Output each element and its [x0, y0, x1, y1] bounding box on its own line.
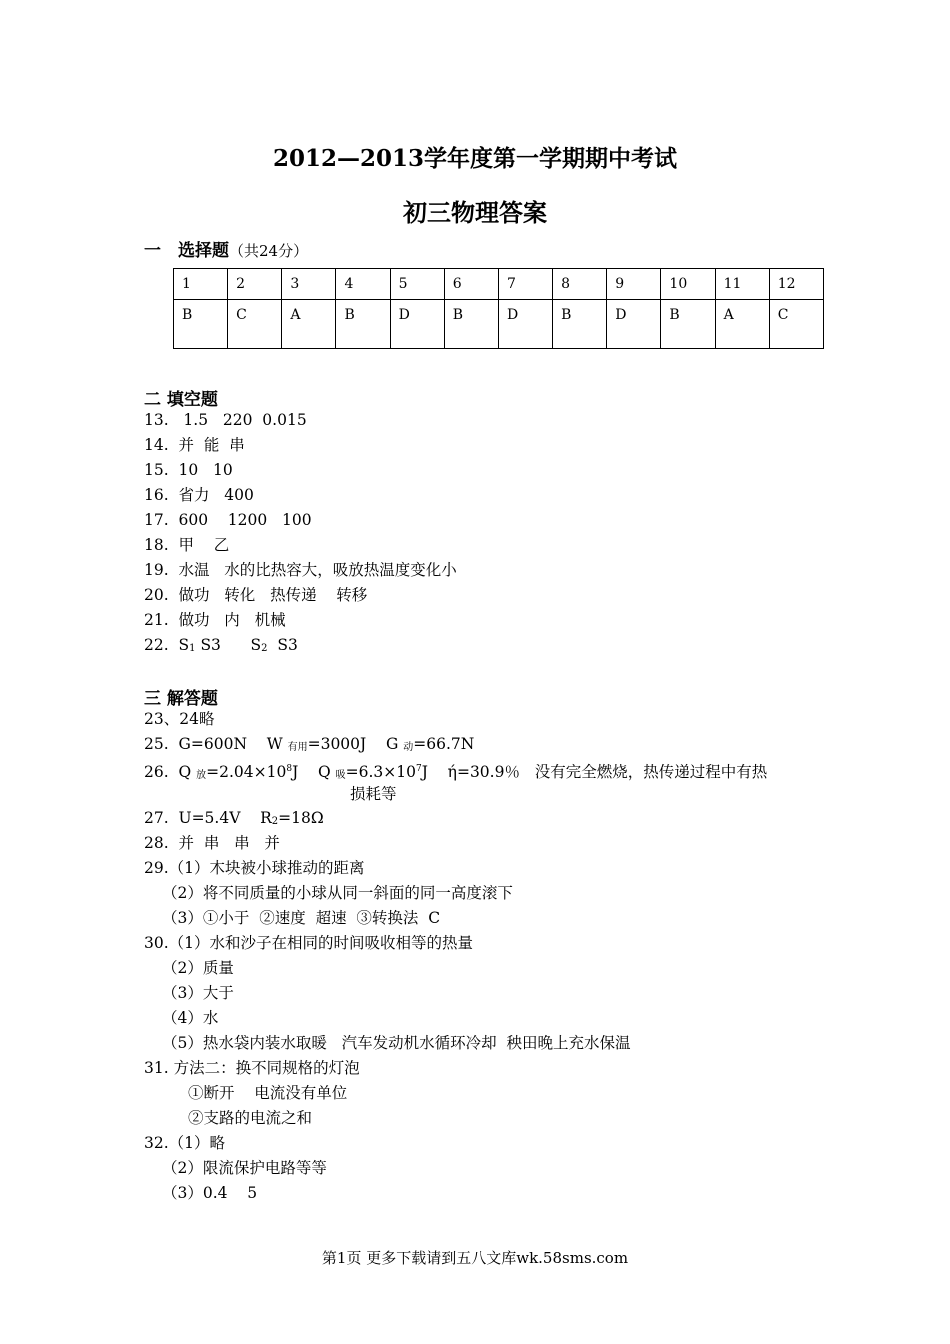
- table-cell: 9: [607, 269, 661, 300]
- section2-heading: [144, 385, 218, 410]
- q26-a: 26. Q: [144, 763, 197, 782]
- q22-num: 22.: [144, 636, 179, 654]
- section3-title: 三 解答题: [144, 689, 218, 709]
- answer-line-30: （5）热水袋内装水取暖 汽车发动机水循环冷却 秧田晚上充水保温: [162, 1034, 631, 1052]
- table-cell: 8: [553, 269, 607, 300]
- answer-line: 18. 甲 乙: [144, 536, 230, 554]
- section1-heading: [144, 236, 308, 261]
- answer-line-26-cont: 损耗等: [350, 785, 397, 803]
- q26-sub-release: 放: [196, 770, 207, 782]
- answer-line-22: [144, 635, 298, 658]
- section2-title: 二 填空题: [144, 390, 218, 410]
- answer-line-29: 29.（1）木块被小球推动的距离: [144, 859, 365, 877]
- answer-line-30: （2）质量: [162, 959, 234, 977]
- answer-line: 20. 做功 转化 热传递 转移: [144, 586, 368, 604]
- answer-line-30: 30.（1）水和沙子在相同的时间吸收相等的热量: [144, 934, 474, 952]
- table-row-answers: [174, 300, 824, 349]
- q25-sub-useful: 有用: [287, 742, 308, 753]
- answer-line-31: 31. 方法二：换不同规格的灯泡: [144, 1059, 360, 1077]
- table-cell: D: [390, 300, 444, 349]
- table-row-numbers: [174, 269, 824, 300]
- table-cell: D: [498, 300, 552, 349]
- table-cell: 11: [715, 269, 769, 300]
- q22-s2: S: [220, 636, 262, 654]
- q26-exp1: 8: [286, 764, 293, 774]
- table-cell: B: [444, 300, 498, 349]
- title-line1: 2012—2013学年度第一学期期中考试: [272, 145, 678, 172]
- table-cell: C: [769, 300, 823, 349]
- answer-line-32: 32.（1）略: [144, 1134, 226, 1152]
- table-cell: 5: [390, 269, 444, 300]
- q26-d: =6.3×10: [345, 763, 417, 782]
- answer-line-25: [144, 734, 474, 757]
- table-cell: A: [282, 300, 336, 349]
- answer-line: 14. 并 能 串: [144, 436, 245, 454]
- q22-s: S: [178, 636, 190, 654]
- answer-line-30: （3）大于: [162, 984, 234, 1002]
- q22-s3a: S3: [195, 636, 221, 654]
- answer-line-32: （3）0.4 5: [162, 1184, 258, 1202]
- q26-b: =2.04×10: [206, 763, 287, 782]
- table-cell: 2: [228, 269, 282, 300]
- answer-line: 16. 省力 400: [144, 486, 254, 504]
- q22-s1-sub: 1: [189, 643, 196, 654]
- table-cell: B: [336, 300, 390, 349]
- answer-line-27: [144, 808, 324, 831]
- answer-line-32: （2）限流保护电路等等: [162, 1159, 327, 1177]
- answer-line-29: （3）①小于 ②速度 超速 ③转换法 C: [162, 909, 441, 927]
- q25-b: =3000J G: [307, 735, 404, 753]
- answer-line: 19. 水温 水的比热容大，吸放热温度变化小: [144, 561, 457, 579]
- answer-line: 15. 10 10: [144, 461, 233, 479]
- table-cell: B: [174, 300, 228, 349]
- table-cell: 7: [498, 269, 552, 300]
- table-cell: 10: [661, 269, 715, 300]
- table-cell: 6: [444, 269, 498, 300]
- q22-s2-sub: 2: [261, 643, 268, 654]
- table-cell: B: [553, 300, 607, 349]
- q26-e: J ή=30.9％ 没有完全燃烧，热传递过程中有热: [421, 763, 768, 782]
- answer-line: 13. 1.5 220 0.015: [144, 411, 307, 429]
- table-cell: D: [607, 300, 661, 349]
- answer-line-31: ①断开 电流没有单位: [188, 1084, 348, 1102]
- q26-c: J Q: [292, 763, 336, 782]
- table-cell: 3: [282, 269, 336, 300]
- q25-c: =66.7N: [413, 735, 475, 753]
- answer-line-23: 23、24略: [144, 710, 215, 728]
- q27-a: 27. U=5.4V R: [144, 809, 272, 827]
- answer-line: 17. 600 1200 100: [144, 511, 312, 529]
- table-cell: A: [715, 300, 769, 349]
- table-cell: B: [661, 300, 715, 349]
- answer-line-28: 28. 并 串 串 并: [144, 834, 280, 852]
- title-line2: 初三物理答案: [403, 198, 547, 227]
- answer-table: [173, 268, 824, 349]
- section3-heading: [144, 684, 218, 709]
- q25-sub-dynamic: 动: [403, 742, 414, 753]
- table-cell: 12: [769, 269, 823, 300]
- section1-title: 一 选择题: [144, 241, 229, 261]
- q25-a: 25. G=600N W: [144, 735, 288, 753]
- q27-b: =18Ω: [278, 809, 324, 827]
- q22-s3b: S3: [267, 636, 298, 654]
- q26-exp2: 7: [416, 764, 422, 774]
- answer-line-29: （2）将不同质量的小球从同一斜面的同一高度滚下: [162, 884, 513, 902]
- answer-line-30: （4）水: [162, 1009, 219, 1027]
- answer-line-31: ②支路的电流之和: [188, 1109, 313, 1127]
- table-cell: C: [228, 300, 282, 349]
- answer-line: 21. 做功 内 机械: [144, 611, 286, 629]
- table-cell: 1: [174, 269, 228, 300]
- page-footer: 第1页 更多下载请到五八文库wk.58sms.com: [321, 1249, 629, 1267]
- q26-sub-absorb: 吸: [335, 770, 346, 782]
- q27-sub: 2: [271, 816, 279, 827]
- table-cell: 4: [336, 269, 390, 300]
- answer-line-26: [144, 759, 767, 785]
- section1-points: （共24分）: [229, 242, 309, 260]
